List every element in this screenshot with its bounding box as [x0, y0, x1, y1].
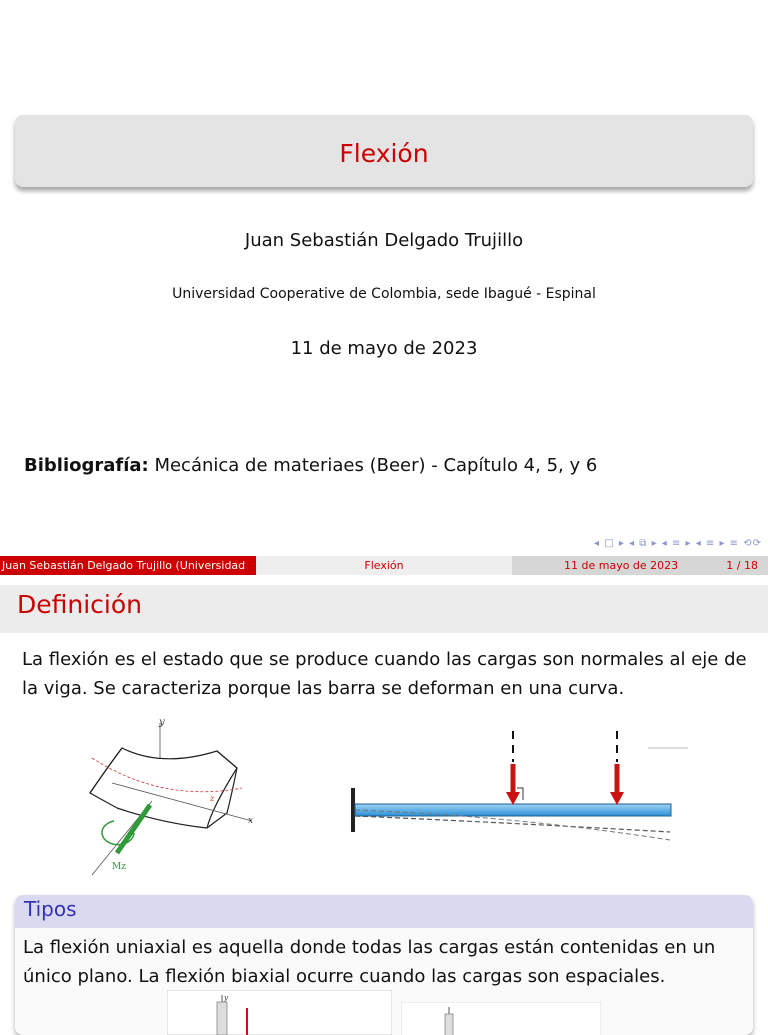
author-name: Juan Sebastián Delgado Trujillo [244, 230, 524, 251]
footer-date: 11 de mayo de 2023 [564, 559, 679, 572]
z-axis-label: z [210, 794, 215, 803]
figure-y-label: y [224, 994, 228, 1002]
block-paragraph: La flexión uniaxial es aquella donde todas las cargas están contenidas en un único plano. La flexión biaxial ocurre cuando las cargas son espaciales. [23, 937, 716, 987]
types-block [15, 895, 753, 1035]
bibliography-text: Mecánica de materiaes (Beer) - Capítulo 4, 5, y 6 [148, 455, 598, 476]
title-box [15, 115, 753, 187]
bibliography [24, 455, 597, 476]
deflected-shape-bottom [355, 816, 670, 832]
y-axis-label: y [159, 717, 165, 728]
definition-paragraph: La flexión es el estado que se produce cuando las cargas son normales al eje de la viga. Se caracteriza porque las barra se deforman en una curva. [22, 649, 747, 699]
block-header [15, 895, 753, 928]
presentation-title: Flexión [339, 139, 429, 168]
frame-title: Definición [17, 590, 142, 619]
footer-right [512, 556, 768, 575]
x-axis-label: x [248, 816, 254, 826]
load-arrowhead-2 [610, 792, 624, 805]
beam [355, 804, 671, 816]
load-arrowhead-1 [506, 792, 520, 805]
cantilever-beam-figure [345, 728, 690, 848]
beamer-navigation[interactable]: ◂ □ ▸ ◂ ⧉ ▸ ◂ ≡ ▸ ◂ ≡ ▸ ≡ ⟲⟳ [594, 538, 762, 549]
presentation-date: 11 de mayo de 2023 [290, 338, 478, 359]
slide-footer [0, 556, 768, 575]
footer-title: Flexión [256, 556, 512, 575]
uniaxial-figure [167, 990, 392, 1035]
institution: Universidad Cooperative de Colombia, sede Ibagué - Espinal [172, 286, 596, 302]
block-title: Tipos [24, 897, 77, 921]
bent-beam-3d-figure [82, 713, 262, 878]
biaxial-figure [401, 1002, 601, 1035]
footer-page-number: 1 / 18 [726, 559, 758, 572]
footer-author: Juan Sebastián Delgado Trujillo (Universidad [0, 556, 256, 575]
bibliography-label: Bibliografía: [24, 455, 149, 476]
moment-label: Mz [112, 862, 126, 872]
